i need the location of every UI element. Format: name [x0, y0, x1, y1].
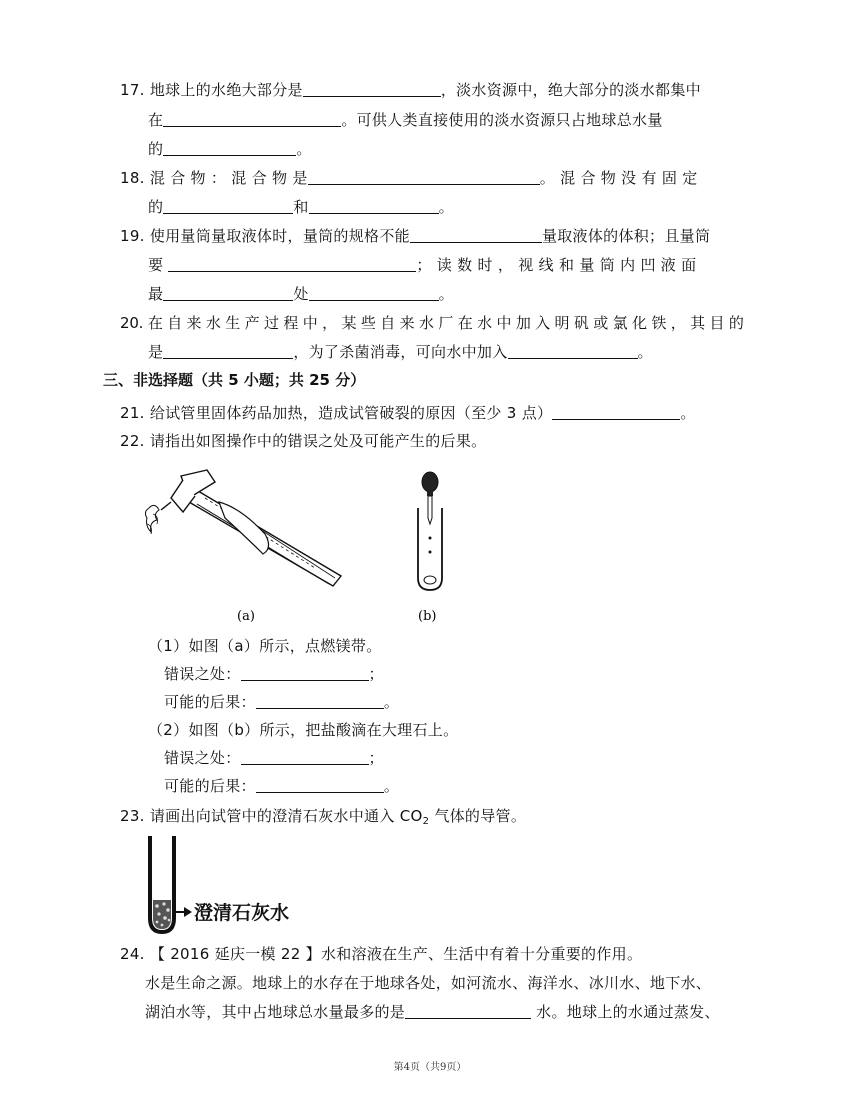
q23-subscript: 2 — [422, 816, 430, 827]
q22-line: 22. 请指出如图操作中的错误之处及可能产生的后果。 — [120, 432, 487, 450]
q17-text: 的 — [148, 140, 164, 158]
limewater-label: 澄清石灰水 — [194, 902, 290, 924]
q22-part1-result — [164, 692, 399, 712]
q18-text: 。 混 合 物 没 有 固 定 — [539, 169, 698, 187]
q17-line3 — [148, 139, 312, 159]
q22-part1-error — [164, 664, 384, 684]
q20-line1: 20. 在 自 来 水 生 产 过 程 中 ， 某 些 自 来 水 厂 在 水 中 加 入 明 矾 或 氯 化 铁 ， 其 目 的 — [120, 314, 744, 332]
q20-text: 。 — [637, 343, 653, 361]
q18-text: 和 — [293, 198, 309, 216]
q17-blank-1[interactable] — [303, 81, 441, 97]
q20-blank-2[interactable] — [508, 343, 638, 359]
q17-blank-2[interactable] — [163, 111, 341, 127]
q19-line3 — [148, 284, 454, 304]
q21-blank[interactable] — [552, 404, 680, 420]
q24-text: 湖泊水等，其中占地球总水量最多的是 — [145, 1003, 406, 1021]
q19-blank-2[interactable] — [168, 256, 416, 272]
q17-line2 — [148, 110, 663, 130]
error-end: ； — [368, 749, 384, 767]
q18-text: 的 — [148, 198, 164, 216]
q24-line2: 水是生命之源。地球上的水存在于地球各处，如河流水、海洋水、冰川水、地下水、 — [145, 974, 712, 992]
q23-line — [120, 806, 526, 832]
q17-text: 。可供人类直接使用的淡水资源只占地球总水量 — [341, 111, 663, 129]
q22-1-error-blank[interactable] — [241, 665, 369, 681]
limewater-test-tube-figure — [140, 834, 310, 936]
figure-b-dropper-illustration — [400, 468, 460, 626]
q19-line1 — [120, 226, 710, 246]
q24-blank[interactable] — [405, 1003, 531, 1019]
q23-text: 气体的导管。 — [429, 807, 527, 825]
q18-blank-1[interactable] — [308, 169, 540, 185]
q19-blank-4[interactable] — [309, 285, 439, 301]
q22-part2: （2）如图（b）所示，把盐酸滴在大理石上。 — [148, 721, 459, 739]
q18-blank-2[interactable] — [163, 198, 293, 214]
q23-text: 23. 请画出向试管中的澄清石灰水中通入 CO — [120, 807, 423, 825]
q19-blank-3[interactable] — [163, 285, 293, 301]
figure-a-caption: (a) — [237, 609, 255, 624]
q19-blank-1[interactable] — [410, 227, 542, 243]
q24-line1: 24. 【 2016 延庆一模 22 】水和溶液在生产、生活中有着十分重要的作用。 — [120, 945, 643, 963]
q19-line2 — [148, 255, 696, 275]
q18-line1 — [120, 168, 698, 188]
q19-text: 量取液体的体积；且量筒 — [541, 227, 711, 245]
page-footer: 第4页（共9页） — [393, 1062, 467, 1073]
error-label: 错误之处： — [164, 749, 241, 767]
q19-text: 处 — [293, 285, 309, 303]
q19-text: ； 读 数 时 ， 视 线 和 量 筒 内 凹 液 面 — [416, 256, 697, 274]
q19-text: 。 — [438, 285, 454, 303]
q18-text: 。 — [438, 198, 454, 216]
error-label: 错误之处： — [164, 665, 241, 683]
q17-text: 17. 地球上的水绝大部分是 — [120, 81, 303, 99]
q18-text: 18. 混 合 物 ： 混 合 物 是 — [120, 169, 308, 187]
figure-a-tongs-illustration — [145, 468, 350, 626]
q20-text: ，为了杀菌消毒，可向水中加入 — [293, 343, 508, 361]
q20-text: 是 — [148, 343, 164, 361]
q17-text: 在 — [148, 111, 164, 129]
q19-text: 要 — [148, 256, 164, 274]
result-end: 。 — [383, 693, 400, 711]
q22-2-error-blank[interactable] — [241, 749, 369, 765]
q22-part1: （1）如图（a）所示，点燃镁带。 — [148, 637, 382, 655]
q17-line1 — [120, 80, 701, 100]
error-end: ； — [368, 665, 384, 683]
q18-line2 — [148, 197, 454, 217]
q19-text: 最 — [148, 285, 164, 303]
result-end: 。 — [383, 777, 400, 795]
q22-1-result-blank[interactable] — [256, 693, 384, 709]
q17-text: 。 — [296, 140, 312, 158]
q20-line2 — [148, 342, 653, 362]
result-label: 可能的后果： — [164, 777, 256, 795]
q19-text: 19. 使用量筒量取液体时，量筒的规格不能 — [120, 227, 410, 245]
q18-blank-3[interactable] — [309, 198, 439, 214]
q20-blank-1[interactable] — [163, 343, 293, 359]
q22-part2-result — [164, 776, 399, 796]
result-label: 可能的后果： — [164, 693, 256, 711]
q21-text: 。 — [680, 404, 696, 422]
section-title: 三、非选择题（共 5 小题；共 25 分） — [103, 371, 366, 389]
q17-blank-3[interactable] — [163, 140, 296, 156]
figure-b-caption: (b) — [418, 609, 437, 624]
q22-part2-error — [164, 748, 384, 768]
q21-text: 21. 给试管里固体药品加热，造成试管破裂的原因（至少 3 点） — [120, 404, 553, 422]
q22-2-result-blank[interactable] — [256, 777, 384, 793]
q17-text: ，淡水资源中，绝大部分的淡水都集中 — [440, 81, 701, 99]
q21-line — [120, 403, 696, 423]
q24-text: 水。地球上的水通过蒸发、 — [531, 1003, 720, 1021]
q24-line3 — [145, 1002, 720, 1022]
